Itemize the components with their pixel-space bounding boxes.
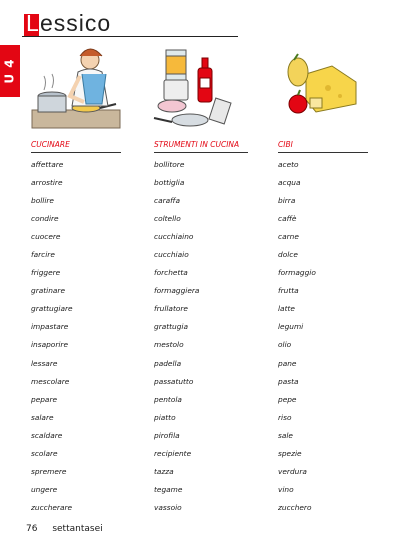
title-first-letter: L — [26, 10, 39, 36]
title-rule — [22, 36, 238, 37]
list-item: caraffa — [154, 196, 181, 206]
list-item: bottiglia — [154, 178, 185, 188]
list-item: sale — [278, 430, 293, 440]
column-header: STRUMENTI IN CUCINA — [154, 140, 240, 149]
column-rule — [278, 152, 368, 153]
list-item: condire — [31, 214, 59, 224]
list-item: latte — [278, 304, 295, 314]
list-item: grattugia — [154, 322, 189, 332]
list-item: pepe — [278, 394, 297, 404]
list-item: vino — [278, 484, 294, 494]
list-item: verdura — [278, 466, 307, 476]
list-item: friggere — [31, 268, 61, 278]
list-item: legumi — [278, 322, 304, 332]
list-item: olio — [278, 340, 292, 350]
page-number: 76 — [26, 524, 38, 534]
list-item: tazza — [154, 466, 174, 476]
title-rest: essico — [40, 10, 112, 36]
list-item: recipiente — [154, 448, 192, 458]
list-item: vassoio — [154, 502, 182, 512]
list-item: salare — [31, 412, 54, 422]
list-item: caffè — [278, 214, 297, 224]
list-item: pasta — [278, 376, 299, 386]
column-header: CIBI — [278, 140, 293, 149]
list-item: pirofila — [154, 430, 180, 440]
list-item: affettare — [31, 160, 64, 169]
list-item: farcire — [31, 250, 55, 260]
list-item: mestolo — [154, 340, 184, 350]
list-item: cuocere — [31, 232, 61, 242]
page-footer — [26, 524, 103, 534]
column-cucinare — [31, 138, 121, 520]
list-item: aceto — [278, 160, 299, 169]
list-item: formaggiera — [154, 286, 200, 296]
column-cibi — [278, 138, 368, 520]
list-item: bollire — [31, 196, 54, 206]
list-item: insaporire — [31, 340, 69, 350]
list-item: coltello — [154, 214, 181, 224]
list-item: dolce — [278, 250, 298, 260]
list-item: formaggio — [278, 268, 316, 278]
cheese-fruit-illustration — [284, 52, 360, 122]
list-item: frutta — [278, 286, 299, 296]
list-item: acqua — [278, 178, 301, 188]
kitchen-tools-illustration — [152, 48, 244, 130]
list-item: ungere — [31, 484, 58, 494]
list-item: tegame — [154, 484, 183, 494]
cook-illustration — [30, 44, 122, 130]
column-header: CUCINARE — [31, 140, 70, 149]
list-item: piatto — [154, 412, 176, 422]
list-item: cucchiaino — [154, 232, 194, 242]
list-item: spremere — [31, 466, 67, 476]
list-item: spezie — [278, 448, 302, 458]
list-item: pepare — [31, 394, 58, 404]
list-item: bollitore — [154, 160, 185, 169]
column-strumenti — [154, 138, 248, 520]
list-item: passatutto — [154, 376, 194, 386]
list-item: pane — [278, 358, 297, 368]
column-rule — [154, 152, 248, 153]
list-item: zucchero — [278, 502, 312, 512]
list-item: impastare — [31, 322, 69, 332]
list-item: grattugiare — [31, 304, 73, 314]
list-item: cucchiaio — [154, 250, 189, 260]
unit-tab-label: U 4 — [3, 58, 17, 84]
list-item: pentola — [154, 394, 182, 404]
list-item: arrostire — [31, 178, 63, 188]
column-rule — [31, 152, 121, 153]
list-item: frullatore — [154, 304, 188, 314]
list-item: riso — [278, 412, 292, 422]
list-item: scaldare — [31, 430, 63, 440]
list-item: scolare — [31, 448, 58, 458]
list-item: forchetta — [154, 268, 188, 278]
list-item: lessare — [31, 358, 58, 368]
page-number-word: settantasei — [52, 524, 103, 534]
list-item: mescolare — [31, 376, 70, 386]
list-item: carne — [278, 232, 299, 242]
unit-tab — [0, 45, 20, 97]
list-item: birra — [278, 196, 296, 206]
list-item: zuccherare — [31, 502, 73, 512]
list-item: gratinare — [31, 286, 66, 296]
list-item: padella — [154, 358, 182, 368]
